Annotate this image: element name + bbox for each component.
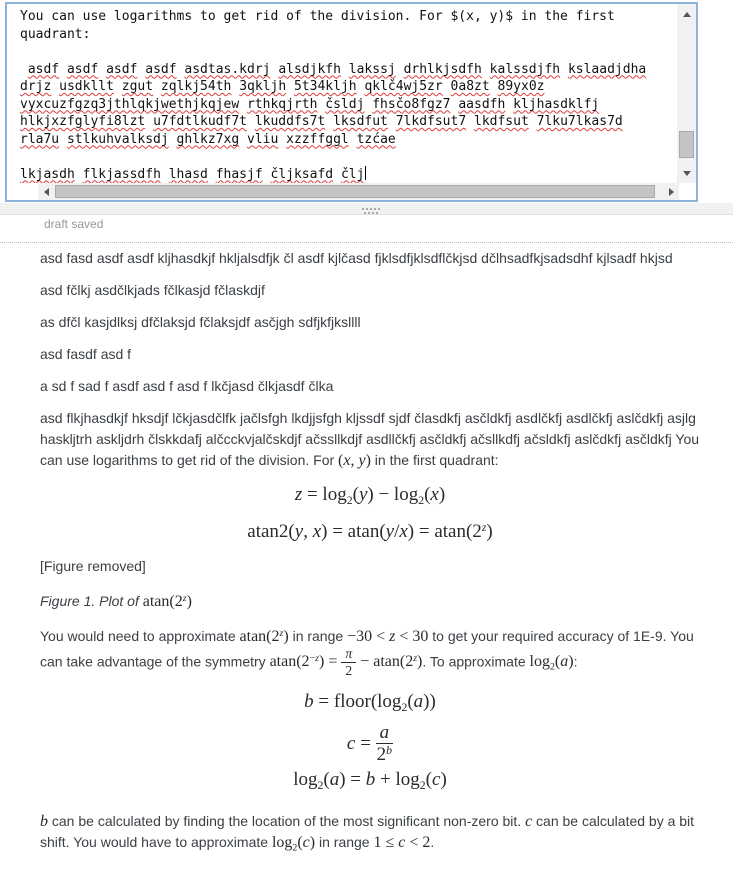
editor-line: quadrant: xyxy=(20,26,91,42)
text-run: . xyxy=(430,833,435,850)
inline-math: atan(2$^z$) xyxy=(142,592,192,610)
math-display-block xyxy=(40,689,700,798)
preview-paragraph xyxy=(40,376,700,397)
misspelled-word: 5t34kljh xyxy=(293,79,357,94)
scroll-up-button[interactable] xyxy=(677,6,696,22)
text-run: can be calculated by a bit shift. You would have to approximate xyxy=(40,812,695,850)
misspelled-word: drhlkjsdfh xyxy=(403,61,482,77)
editor-line xyxy=(20,96,676,114)
preview-paragraph xyxy=(40,556,700,577)
misspelled-word: 3qkljh xyxy=(239,79,287,94)
misspelled-word: fhsčo8fgz7 xyxy=(372,96,451,112)
misspelled-word: asdf xyxy=(106,61,138,77)
text-run: in range xyxy=(315,833,374,850)
misspelled-word: vliu xyxy=(247,131,279,147)
preview-paragraph xyxy=(40,811,700,858)
preview-paragraph xyxy=(40,344,700,365)
misspelled-word: usdkllt xyxy=(59,79,114,94)
preview-separator xyxy=(0,242,733,243)
editor-resize-grip[interactable] xyxy=(0,203,733,215)
text-run: asd fasdf asd f xyxy=(40,346,132,362)
vertical-scroll-thumb[interactable] xyxy=(679,131,694,158)
up-arrow-icon xyxy=(683,12,691,17)
misspelled-word: lkdfsut xyxy=(474,114,529,129)
misspelled-word: 0a8zt xyxy=(450,79,490,94)
misspelled-word: čsldj xyxy=(325,96,365,112)
scroll-left-button[interactable] xyxy=(38,183,54,200)
misspelled-word: kljhasdklfj xyxy=(513,96,600,112)
inline-math: −30 < z < 30 xyxy=(347,627,429,645)
editor-line xyxy=(20,113,676,131)
misspelled-word: rla7u xyxy=(20,131,60,147)
text-run: a sd f sad f asdf asd f asd f lkčjasd člkjasdf člka xyxy=(40,378,334,394)
text-run: asd fasd asdf asdf kljhasdkjf hkljalsdfjk čl asdf kjlčasd fjklsdfjklsdflčkjsd dčlhsadfkjsadsdhf kjlsadf hkjsd xyxy=(40,250,673,266)
inline-math: atan(2$^z$) xyxy=(239,627,289,645)
misspelled-word: u7fdtlkudf7t xyxy=(153,114,247,129)
text-run: can be calculated by finding the location of the most significant non-zero bit. xyxy=(48,812,526,829)
preview-paragraph xyxy=(40,408,700,471)
right-arrow-icon xyxy=(669,188,674,196)
misspelled-word: čljksafd xyxy=(270,166,334,182)
editor-line xyxy=(20,148,676,166)
misspelled-word: qklč4wj5zr xyxy=(364,79,443,94)
editor-line xyxy=(20,61,676,79)
misspelled-word: lkuddfs7t xyxy=(254,114,326,129)
text-run: : xyxy=(573,653,578,670)
inline-math: b xyxy=(40,812,48,830)
preview-paragraph xyxy=(40,588,700,612)
misspelled-word: rthkqjrth xyxy=(246,96,318,112)
misspelled-word: 7lkdfsut7 xyxy=(395,114,467,129)
post-editor xyxy=(5,2,698,202)
misspelled-word: ghlkz7xg xyxy=(176,131,240,147)
misspelled-word: lkjasdh xyxy=(20,166,75,182)
inline-math: c xyxy=(525,812,533,830)
misspelled-word: fhasjf xyxy=(215,166,263,182)
misspelled-word: vyxcuzfgzq3jthlqkjwethjkqjew xyxy=(20,96,240,112)
misspelled-word: kalssdjfh xyxy=(489,61,561,77)
left-arrow-icon xyxy=(44,188,49,196)
misspelled-word: hlkjxzfglyfi8lzt xyxy=(20,114,146,129)
text-run: to get your required accuracy of 1E-9. You can take advantage of the symmetry xyxy=(40,627,694,670)
math-display-line: c = $\frac{a}{2^b}$ xyxy=(346,721,393,766)
text-run: . To approximate xyxy=(422,653,530,670)
editor-line: You can use logarithms to get rid of the division. For $(x, y)$ in the first xyxy=(20,9,615,24)
inline-math: (x, y) xyxy=(338,452,371,469)
misspelled-word: aasdfh xyxy=(458,96,506,112)
misspelled-word: flkjassdfh xyxy=(82,166,161,182)
misspelled-word: xzzffggl xyxy=(286,131,349,147)
editor-text xyxy=(7,4,676,183)
text-run: asd flkjhasdkjf hksdjf lčkjasdčlfk jačlsfgh lkdjjsfgh kljssdf sjdf člasdkfj asčldkfj asdlčkfj asdlčkfj aslčdkfj asjlg haskljtrh askljdrh člskkdafj alčcckvjalčskdjf ačssllkdjf asdllčkfj asčldkfj ačsllkdfj ačsldkfj aslčdkfj asčldkfj You can use logarithms to get rid of the division. For xyxy=(40,410,700,468)
inline-math: $atan(2^{-z})$ = $\frac{\pi}{2}$ − $atan(2^z)$ xyxy=(269,645,423,679)
misspelled-word: lksdfut xyxy=(333,114,388,129)
post-editor-textarea[interactable] xyxy=(7,4,696,200)
misspelled-word: zgut xyxy=(121,79,154,94)
misspelled-word: drjz xyxy=(20,79,52,94)
misspelled-word: člj xyxy=(340,166,365,182)
text-run: You would need to approximate xyxy=(40,627,240,644)
inline-math: $\log_2(a)$ xyxy=(529,653,574,673)
misspelled-word: 89yx0z xyxy=(497,79,545,94)
misspelled-word: asdf xyxy=(66,61,99,77)
misspelled-word: lhasd xyxy=(168,166,208,182)
math-display-line: atan2(y, $x) = atan(y/x) = atan(2^z)$ xyxy=(247,520,493,542)
preview-paragraph xyxy=(40,623,700,678)
misspelled-word: 7lku7lkas7d xyxy=(536,114,623,129)
text-run: [Figure removed] xyxy=(40,557,146,574)
math-display-line: $z = \log_2(y) - \log_2(x)$ xyxy=(294,484,446,508)
text-run: in the first quadrant: xyxy=(370,452,499,468)
misspelled-word: kslaadjdha xyxy=(567,61,647,77)
misspelled-word: stlkuhvalksdj xyxy=(66,131,169,147)
post-preview xyxy=(40,248,700,869)
down-arrow-icon xyxy=(683,171,691,176)
scroll-down-button[interactable] xyxy=(677,165,696,181)
vertical-scrollbar[interactable] xyxy=(677,4,696,183)
misspelled-word: tzćae xyxy=(356,131,396,147)
inline-math: 1 ≤ c < 2 xyxy=(373,833,431,851)
editor-line xyxy=(20,43,676,61)
misspelled-word: asdtas.kdrj xyxy=(184,61,271,77)
preview-paragraph xyxy=(40,248,700,269)
preview-paragraph xyxy=(40,312,700,333)
misspelled-word: lakssj xyxy=(348,61,396,77)
grip-dots-icon xyxy=(362,208,364,210)
editor-line xyxy=(20,78,676,96)
horizontal-scroll-thumb[interactable] xyxy=(55,185,655,198)
text-cursor xyxy=(365,166,366,180)
math-display-line: $\log_2(a) = b + \log_2(c)$ xyxy=(293,769,447,793)
text-run: as dfčl kasjdlksj dfčlaksjd fčlaksjdf asčjgh sdfjkfjksllll xyxy=(40,314,361,330)
misspelled-word: zqlkj54th xyxy=(160,79,232,94)
math-display-block xyxy=(40,482,700,544)
text-run: asd fčlkj asdčlkjads fčlkasjd fčlaskdjf xyxy=(40,282,265,298)
draft-status: draft saved xyxy=(44,217,104,231)
editor-line xyxy=(20,166,676,184)
horizontal-scrollbar[interactable] xyxy=(38,183,679,200)
inline-math: $\log_2(c)$ xyxy=(271,833,316,853)
editor-line xyxy=(20,131,676,149)
misspelled-word: asdf xyxy=(145,61,177,77)
misspelled-word: alsdjkfh xyxy=(278,61,341,77)
preview-paragraph xyxy=(40,280,700,301)
text-run: Figure 1. Plot of xyxy=(40,592,143,609)
scroll-right-button[interactable] xyxy=(663,183,679,200)
math-display-line: $b = floor(\log_2(a))$ xyxy=(304,691,436,715)
misspelled-word: asdf xyxy=(27,61,60,77)
text-run: in range xyxy=(288,627,348,644)
